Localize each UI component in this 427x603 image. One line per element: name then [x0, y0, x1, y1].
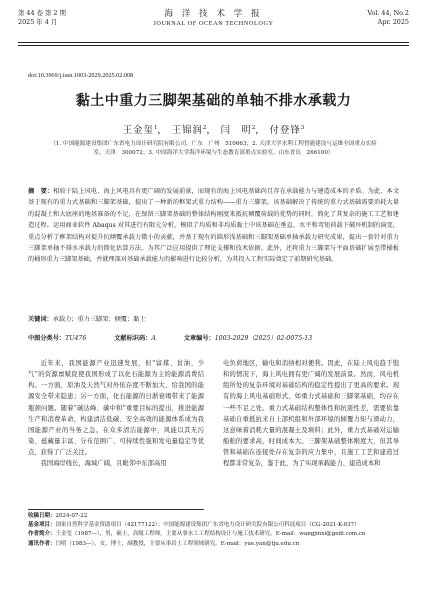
footnote-funding [28, 521, 399, 530]
journal-name [18, 9, 409, 28]
doi[interactable]: doi:10.3969/j.issn.1003-2029.2025.02.008 [28, 72, 134, 79]
header-rule-bottom [18, 45, 409, 46]
footnote-author-bio [28, 530, 399, 539]
abstract [28, 186, 399, 266]
abstract-text: 相较于陆上风电，海上风电具有更广阔的发展前景，而现有的海上风电基础尚且存在承载能力与建造成本的矛盾。为此，本文基于现有的重力式基础和三脚架基础，提出了一种新的框架式重力结构——重力三脚架。该基础解决了传统的重力式基础需要消耗大量的混凝土和大底座的地基准备的不足，在保留三脚架基础的整体结构刚度来抵抗倾覆荷载的优势的同时，简化了其复杂的施工工艺和建造过程。运用商业软件 Abaqus 对其进行有限元分析，模拟了均质和非均质黏土中该基础在垂直、水平和弯矩荷载下破坏机制的演变，重点分析了框架结构对提升抗倾覆承载力微小的贡献，并基于现有的圆形浅基础和三脚架基础单轴承载力研究成果，提出一套针对重力三脚架单轴不排水承载力的简化估算方法。为其广泛应用提供了理论支撑和技术依据。此外，还将重力三脚架与平面基础扩展至带桶板的桶形重力三脚架基础，并就理深对基础承载能力的影响进行比较分析，为其投入工程实际奠定了前期研究基础。 [28, 188, 400, 264]
header-volume-issue-en: Vol. 44, No.2 [367, 9, 409, 17]
affiliations: （1. 中国能源建设集团广东省电力设计研究院有限公司，广东 广州 510663；2. 天津大学水利工程智能建设与运维全国重点实验室，天津 300072；3. 中国海洋大学海洋环境与生态教育部重点实验室，山东青岛 266100） [50, 141, 377, 156]
keywords [28, 315, 399, 325]
author-affiliation-mark: 1 [153, 124, 158, 131]
author [221, 125, 256, 136]
clc-value: TU476 [65, 335, 87, 342]
footnote-label: 收稿日期： [28, 513, 56, 519]
body-paragraph: 电负荷地区，输电和消纳相对便利。因此，在陆上风电趋于饱和的情况下，海上风电拥有更广阔的发展前景。然而，风电机组所处的复杂环境对基础结构的稳定性提出了更高的要求。现有的海上风电基础形式，如重力式基础和三脚架基础，均存在一些不足之处。重力式基础结构整体性和抗震性差，需要依靠基础自重抵抗来自上部机组和外部环境的倾覆力矩与滑动力，这意味着消耗大量的混凝土及填料；此外，重力式基础对运输船舶的要求高，时间成本大。三脚架基础整体刚度大，但其导管和基础在连接处存在复杂的应力集中，且施工工艺和建造过程都非常复杂，鉴于此，为了实现承载能力、建造成本和 [223, 360, 399, 468]
document-code-value: A [151, 335, 156, 342]
footnote-rule [28, 509, 204, 510]
author-name: 付登锋 [269, 125, 301, 136]
footnote-label: 作者简介： [28, 531, 56, 538]
author-affiliation-mark: 2 [251, 124, 256, 131]
article-number [184, 335, 312, 342]
keywords-text: 承载力；重力三脚架；倾覆；黏土 [52, 316, 146, 323]
paper-title: 黏土中重力三脚架基础的单轴不排水承载力 [75, 93, 352, 109]
journal-name-en: JOURNAL OF OCEAN TECHNOLOGY [153, 20, 274, 27]
footnote-text: 王金玺（1987—），男，硕士，高级工程师，主要从事水工工程结构设计与施工技术研究。E-mail：wangjinxi@gedi.com.cn [55, 531, 366, 538]
header-date-en: Apr. 2025 [377, 18, 409, 26]
header-date: 2025 年 4 月 [18, 18, 58, 26]
footnote-text: 2024-07-22 [55, 513, 88, 519]
classification-line [28, 334, 399, 344]
author-affiliation-mark: 3 [300, 124, 305, 131]
running-header [18, 9, 409, 39]
header-volume-issue: 第 44 卷 第 2 期 [18, 9, 66, 17]
body-text [28, 358, 399, 470]
document-code [114, 335, 156, 342]
author-affiliation-mark: 2 [202, 124, 207, 131]
author-name: 闫 明 [220, 125, 252, 136]
footnote-label: 基金项目： [28, 522, 56, 529]
body-column-right [223, 358, 399, 470]
header-volume-info-en [367, 9, 409, 27]
author [270, 125, 305, 136]
article-number-label: 文章编号： [183, 335, 215, 342]
header-rule-top [18, 42, 409, 43]
abstract-label: 摘 要： [28, 188, 54, 195]
body-paragraph: 我国海岸线长，海域广阔，且毗邻中东部高用 [40, 460, 167, 468]
footnotes [28, 512, 399, 549]
body-column-left [28, 358, 204, 470]
author-list: 王金玺$^1$， 王锦润$^2$， 闫 明$^2$， 付登锋$^3$ [122, 124, 305, 136]
clc-label: 中图分类号： [28, 335, 66, 342]
body-paragraph: 近年来，我国能源产业迅速发展，但“富煤、贫油、少气”的资源禀赋促使我国形成了以化石能源为主的能源消费结构。一方面，原油及天然气对外依存度不断加大，给我国的能源安全带来隐患；另一方面，化石能源的日渐衰竭带来了能源瓶颈问题。随着“碳达峰、碳中和”重要目标的提出，推进能源生产和消费革命，构建清洁低碳、安全高效的能源体系成为我国能源产业的当务之急。在众多清洁能源中，风能以其无污染、蕴藏量丰富、分布范围广、可持续性强和发电量稳定等优点，获得了广泛关注。 [28, 360, 204, 457]
keywords-label: 关键词： [28, 316, 53, 323]
clc-number [28, 335, 86, 342]
journal-name-zh: 海 洋 技 术 学 报 [164, 9, 263, 19]
footnote-text: 国家自然科学基金资助项目（42177122）；中国能源建设集团广东省电力设计研究院有限公司科技项目（CG-2021-K-037） [55, 522, 360, 529]
author-name: 王锦润 [171, 125, 203, 136]
author-name: 王金玺 [122, 125, 154, 136]
footnote-text: 闫明（1983—），女，博士，副教授，主要从事岩土工程领域研究。E-mail：yue.yan@tju.edu.cn [55, 540, 300, 547]
document-code-label: 文献标识码： [114, 335, 152, 342]
footnote-label: 通讯作者： [28, 540, 56, 547]
footnote-corresponding [28, 540, 399, 549]
author [123, 125, 158, 136]
article-number-value: 1003-2029（2025）02-0075-13 [214, 335, 313, 342]
footnote-received [28, 512, 399, 521]
author [172, 125, 207, 136]
